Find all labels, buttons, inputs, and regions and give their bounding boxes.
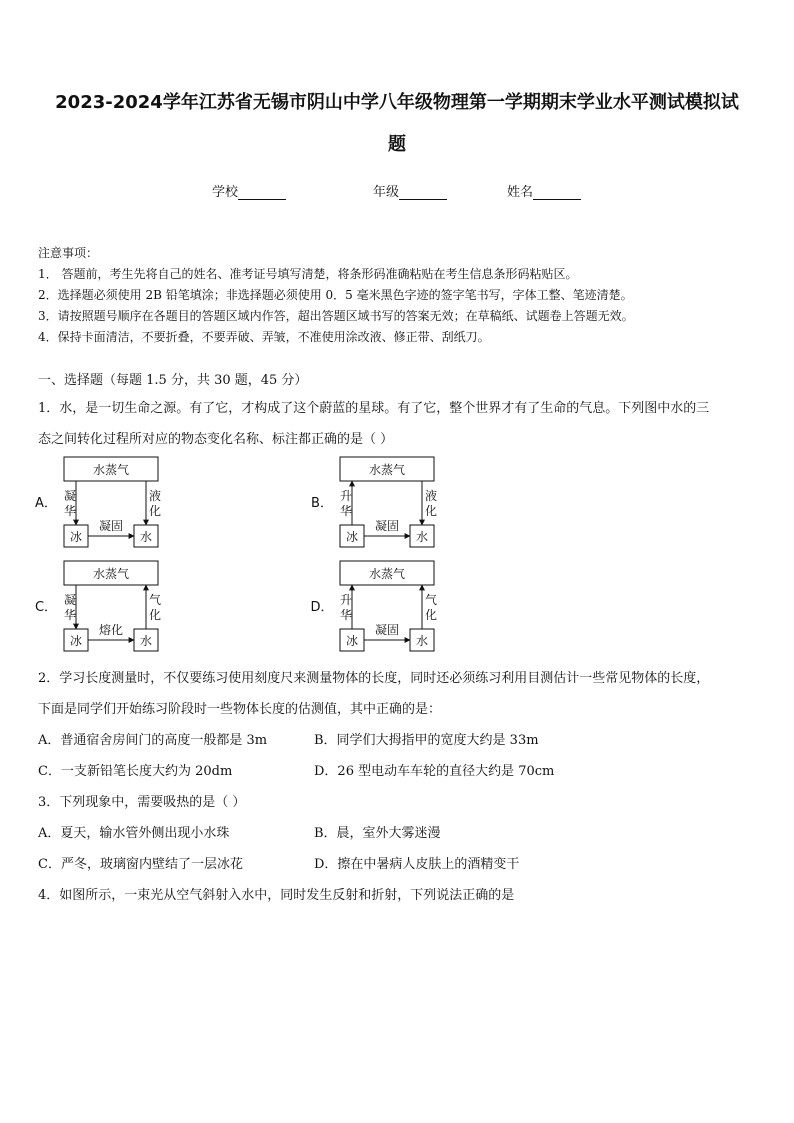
- diagram-b-right-label-2: 化: [424, 504, 438, 518]
- diagram-c-ice-label: 冰: [69, 634, 83, 648]
- diagram-c-vapor-label: 水蒸气: [92, 567, 130, 581]
- q3-option-a[interactable]: A．夏天，输水管外侧出现小水珠: [38, 826, 230, 841]
- diagram-a-bottom-label: 凝固: [98, 519, 124, 533]
- diagram-d-vapor-label: 水蒸气: [368, 567, 406, 581]
- diagram-b-ice-label: 冰: [345, 530, 359, 544]
- diagram-c-left-label-2: 华: [63, 608, 77, 622]
- diagram-a[interactable]: [35, 457, 161, 547]
- grade-label: 年级: [373, 185, 400, 200]
- diagram-c-letter: C．: [34, 600, 58, 615]
- q2-option-d[interactable]: D．26 型电动车车轮的直径大约是 70cm: [314, 764, 555, 779]
- question-2-text: 2．学习长度测量时，不仅要练习使用刻度尺来测量物体的长度，同时还必须练习利用目测估计一些常见物体的长度，: [38, 671, 710, 686]
- diagram-d-letter: D．: [310, 600, 334, 615]
- diagram-a-left-label-1: 凝: [63, 489, 77, 503]
- diagram-a-water-label: 水: [139, 530, 153, 544]
- diagram-b-left-label-1: 升: [339, 489, 353, 503]
- diagram-c-water-label: 水: [139, 634, 153, 648]
- diagram-d-left-label-2: 华: [339, 608, 353, 622]
- diagram-a-ice-label: 冰: [69, 530, 83, 544]
- diagram-a-right-label-1: 液: [148, 489, 162, 503]
- diagram-d-right-label-2: 化: [424, 608, 438, 622]
- q2-option-c[interactable]: C．一支新铅笔长度大约为 20dm: [38, 764, 233, 779]
- diagram-b-left-label-2: 华: [339, 504, 353, 518]
- question-1-text-cont: 态之间转化过程所对应的物态变化名称、标注都正确的是（ ）: [38, 432, 394, 447]
- note-item: 2．选择题必须使用 2B 铅笔填涂；非选择题必须使用 0．5 毫米黑色字迹的签字笔书写，字体工整、笔迹清楚。: [38, 288, 633, 302]
- q3-option-b[interactable]: B．晨，室外大雾迷漫: [314, 826, 441, 841]
- note-item: 4．保持卡面清洁，不要折叠，不要弄破、弄皱，不准使用涂改液、修正带、刮纸刀。: [38, 330, 490, 344]
- diagram-d-ice-label: 冰: [345, 634, 359, 648]
- diagram-b-water-label: 水: [415, 530, 429, 544]
- q3-option-c[interactable]: C．严冬，玻璃窗内壁结了一层冰花: [38, 857, 243, 872]
- diagram-d-water-label: 水: [415, 634, 429, 648]
- diagram-b-right-label-1: 液: [424, 489, 438, 503]
- q2-option-a[interactable]: A．普通宿舍房间门的高度一般都是 3m: [38, 733, 268, 748]
- diagram-b-bottom-label: 凝固: [374, 519, 400, 533]
- question-3-text: 3．下列现象中，需要吸热的是（ ）: [38, 795, 246, 810]
- diagram-d-bottom-label: 凝固: [374, 623, 400, 637]
- page-title: 2023-2024学年江苏省无锡市阴山中学八年级物理第一学期期末学业水平测试模拟试: [55, 92, 739, 113]
- diagram-d-right-label-1: 气: [424, 593, 438, 607]
- diagram-b[interactable]: [311, 457, 437, 547]
- question-4-text: 4．如图所示，一束光从空气斜射入水中，同时发生反射和折射，下列说法正确的是: [38, 888, 515, 903]
- name-label: 姓名: [507, 185, 534, 200]
- question-1-text: 1．水，是一切生命之源。有了它，才构成了这个蔚蓝的星球。有了它，整个世界才有了生命的气息。下列图中水的三: [38, 401, 710, 416]
- note-item: 3．请按照题号顺序在各题目的答题区域内作答，超出答题区域书写的答案无效；在草稿纸、试题卷上答题无效。: [38, 309, 634, 323]
- diagram-a-vapor-label: 水蒸气: [92, 463, 130, 477]
- diagram-a-letter: A．: [35, 496, 57, 511]
- diagram-c-left-label-1: 凝: [63, 593, 77, 607]
- diagram-c[interactable]: [35, 561, 161, 651]
- q3-option-d[interactable]: D．擦在中暑病人皮肤上的酒精变干: [314, 857, 520, 872]
- diagram-c-right-label-2: 化: [148, 608, 162, 622]
- section-heading: 一、选择题（每题 1.5 分，共 30 题，45 分）: [38, 373, 308, 388]
- diagram-d[interactable]: [310, 561, 437, 651]
- q2-option-b[interactable]: B．同学们大拇指甲的宽度大约是 33m: [314, 733, 539, 748]
- diagram-a-left-label-2: 华: [63, 504, 77, 518]
- diagram-c-right-label-1: 气: [148, 593, 162, 607]
- question-2-text-cont: 下面是同学们开始练习阶段时一些物体长度的估测值，其中正确的是：: [38, 702, 442, 717]
- school-label: 学校: [212, 185, 239, 200]
- diagram-a-right-label-2: 化: [148, 504, 162, 518]
- diagram-c-bottom-label: 熔化: [98, 623, 124, 637]
- diagram-b-letter: B．: [311, 496, 333, 511]
- diagram-b-vapor-label: 水蒸气: [368, 463, 406, 477]
- diagram-d-left-label-1: 升: [339, 593, 353, 607]
- notes-heading: 注意事项：: [38, 246, 99, 260]
- page-title-continuation: 题: [388, 134, 406, 155]
- note-item: 1． 答题前，考生先将自己的姓名、准考证号填写清楚，将条形码准确粘贴在考生信息条形码粘贴区。: [38, 267, 578, 281]
